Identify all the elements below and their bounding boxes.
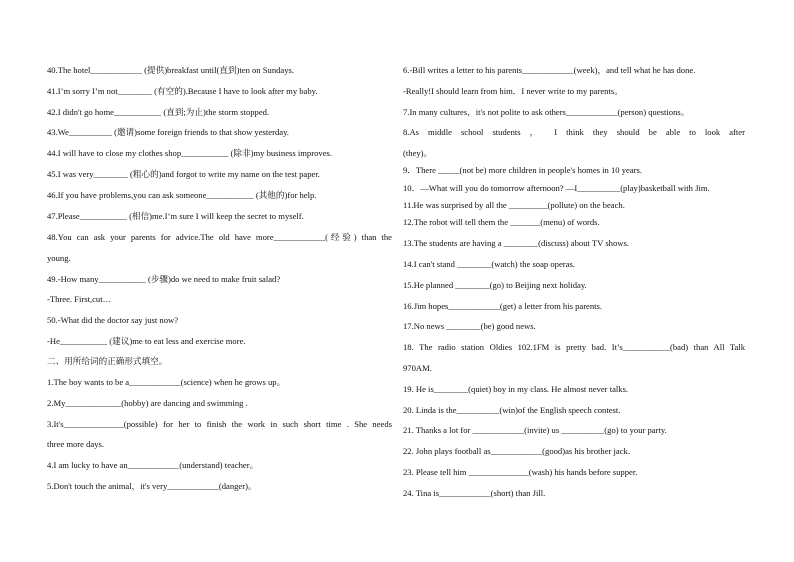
exercise-24: 24. Tina is____________(short) than Jill.: [403, 488, 546, 498]
exercise-10: 10．—What will you do tomorrow afternoon? —I__________(play)basketball with Jim.: [403, 183, 710, 193]
exercise-1: 1.The boy wants to be a____________(science) when he grows up。: [47, 377, 286, 387]
exercise-5: 5.Don't touch the animal，it's very____________(danger)。: [47, 481, 257, 491]
question-44: 44.I will have to close my clothes shop___________ (除非)my business improves.: [47, 148, 332, 158]
question-50: 50.-What did the doctor say just now?: [47, 315, 179, 325]
section-heading: 二、用所给词的正确形式填空。: [47, 356, 168, 366]
exercise-13: 13.The students are having a ________(discuss) about TV shows.: [403, 238, 629, 248]
question-41: 41.I’m sorry I’m not________ (有空的).Because I have to look after my baby.: [47, 86, 318, 96]
exercise-9: 9．There _____(not be) more children in people's homes in 10 years.: [403, 165, 643, 175]
exercise-15: 15.He planned ________(go) to Beijing next holiday.: [403, 280, 587, 290]
question-42: 42.I didn't go home___________ (直到;为止)the storm stopped.: [47, 107, 270, 117]
question-43: 43.We__________ (邀请)some foreign friends to that show yesterday.: [47, 127, 289, 137]
exercise-23: 23. Please tell him ______________(wash) his hands before supper.: [403, 467, 638, 477]
question-49-answer: -Three. First,cut…: [47, 294, 112, 304]
question-47: 47.Please___________ (相信)me.I’m sure I will keep the secret to myself.: [47, 211, 304, 221]
exercise-2: 2.My_____________(hobby) are dancing and swimming .: [47, 398, 248, 408]
exercise-8-cont: (they)。: [403, 148, 433, 158]
exercise-8: 8.As middle school students ， I think they should be able to look after: [403, 127, 745, 137]
exercise-18-cont: 970AM.: [403, 363, 432, 373]
exercise-12: 12.The robot will tell them the _______(menu) of words.: [403, 217, 600, 227]
exercise-7: 7.In many cultures，it's not polite to ask others____________(person) questions。: [403, 107, 690, 117]
exercise-3: 3.It's______________(possible) for her to finish the work in such short time . She needs: [47, 419, 392, 429]
question-40: 40.The hotel____________ (提供)breakfast until(直到)ten on Sundays.: [47, 65, 295, 75]
exercise-6: 6.-Bill writes a letter to his parents____________(week)，and tell what he has done.: [403, 65, 696, 75]
exercise-19: 19. He is________(quiet) boy in my class. He almost never talks.: [403, 384, 629, 394]
question-49: 49.-How many___________ (步骤)do we need to make fruit salad?: [47, 274, 281, 284]
question-46: 46.If you have problems,you can ask someone___________ (其他的)for help.: [47, 190, 317, 200]
question-48-cont: young.: [47, 253, 71, 263]
question-50-answer: -He___________ (建议)me to eat less and exercise more.: [47, 336, 246, 346]
question-48: 48.You can ask your parents for advice.The old have more____________(经验) than the: [47, 232, 392, 242]
exercise-18: 18. The radio station Oldies 102.1FM is pretty bad. It’s___________(bad) than All Talk: [403, 342, 745, 352]
exercise-16: 16.Jim hopes____________(get) a letter from his parents.: [403, 301, 603, 311]
exercise-11: 11.He was surprised by all the _________(pollute) on the beach.: [403, 200, 625, 210]
exercise-3-cont: three more days.: [47, 439, 105, 449]
exercise-20: 20. Linda is the__________(win)of the English speech contest.: [403, 405, 621, 415]
exercise-14: 14.I can't stand ________(watch) the soap operas.: [403, 259, 575, 269]
exercise-21: 21. Thanks a lot for ____________(invite) us __________(go) to your party.: [403, 425, 667, 435]
exercise-17: 17.No news ________(be) good news.: [403, 321, 536, 331]
question-45: 45.I was very________ (粗心的)and forgot to write my name on the test paper.: [47, 169, 320, 179]
exercise-22: 22. John plays football as____________(good)as his brother jack.: [403, 446, 630, 456]
exercise-6-reply: -Really!I should learn from him．I never write to my parents。: [403, 86, 623, 96]
exercise-4: 4.I am lucky to have an____________(understand) teacher。: [47, 460, 259, 470]
